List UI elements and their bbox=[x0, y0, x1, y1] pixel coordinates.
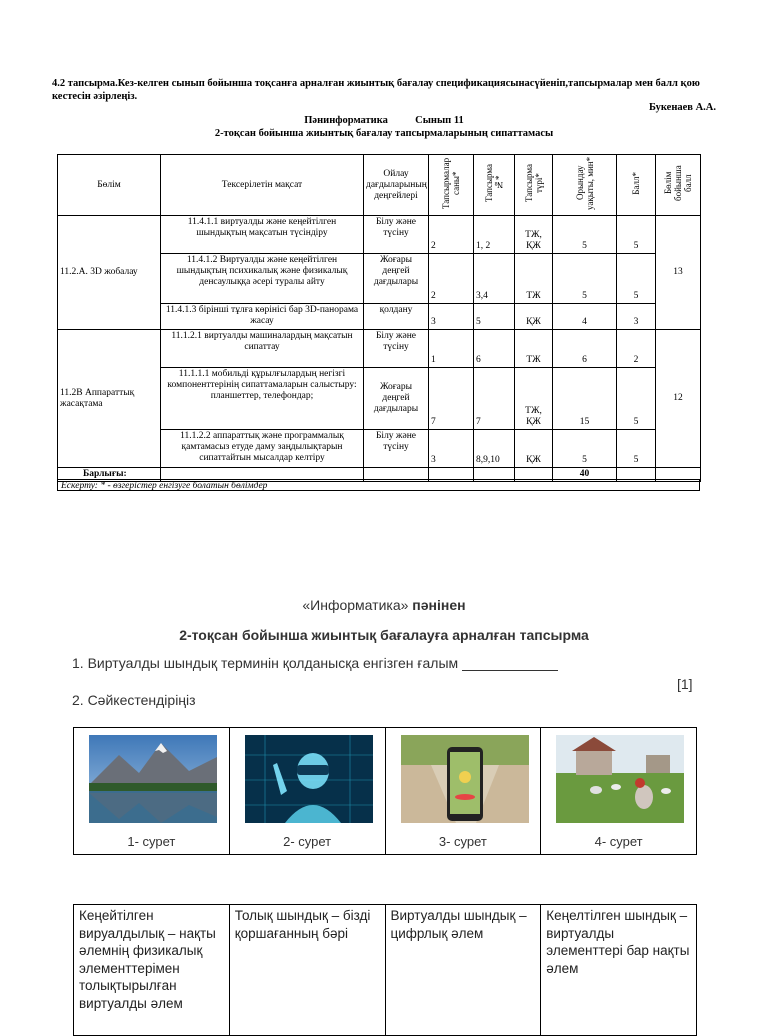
subject-quoted: «Информатика» bbox=[302, 597, 409, 613]
count-cell: 7 bbox=[429, 368, 474, 430]
picture-cell bbox=[386, 728, 542, 854]
col-header-section-score: Бөлім бойынша балл bbox=[656, 155, 701, 216]
picture-cell bbox=[541, 728, 696, 854]
section-total: 13 bbox=[656, 216, 701, 330]
goal-cell: 11.4.1.2 Виртуалды және кеңейтілген шындықтың психикалық және физикалық денсаулыққа әсері туралы айту bbox=[161, 254, 364, 304]
answer-blank[interactable] bbox=[462, 656, 558, 671]
picture-cell bbox=[74, 728, 230, 854]
section-name: 11.2В Аппараттық жасақтама bbox=[58, 330, 161, 468]
definition-cell: Кеңейтілген вируалдылық – нақты әлемнің физикалық элементтерімен толықтырылған виртуалды әлем bbox=[74, 905, 230, 1035]
table-row bbox=[58, 216, 701, 254]
col-header-type: Тапсырма түрі* bbox=[515, 155, 553, 216]
score-cell: 5 bbox=[617, 216, 656, 254]
level-cell: Білу және түсіну bbox=[364, 430, 429, 468]
score-cell: 2 bbox=[617, 330, 656, 368]
pictures-table bbox=[73, 727, 697, 855]
mountain-lake-photo-icon bbox=[89, 735, 217, 823]
score-cell: 5 bbox=[617, 430, 656, 468]
level-cell: Жоғары деңгей дағдылары bbox=[364, 254, 429, 304]
number-cell: 8,9,10 bbox=[474, 430, 515, 468]
col-header-number: Тапсырма №* bbox=[474, 155, 515, 216]
time-cell: 5 bbox=[553, 430, 617, 468]
picture-caption: 2- сурет bbox=[283, 834, 332, 849]
level-cell: Жоғары деңгей дағдылары bbox=[364, 368, 429, 430]
number-cell: 7 bbox=[474, 368, 515, 430]
grade-label: Сынып 11 bbox=[415, 115, 464, 126]
score-cell: 5 bbox=[617, 254, 656, 304]
number-cell: 6 bbox=[474, 330, 515, 368]
farm-birds-photo-icon bbox=[556, 735, 684, 823]
score-cell: 3 bbox=[617, 304, 656, 330]
type-cell: ТЖ bbox=[515, 330, 553, 368]
assessment-title bbox=[0, 597, 768, 613]
col-header-level: Ойлау дағдыларының деңгейлері bbox=[364, 155, 429, 216]
type-cell: ТЖ, ҚЖ bbox=[515, 368, 553, 430]
time-cell: 5 bbox=[553, 254, 617, 304]
time-cell: 4 bbox=[553, 304, 617, 330]
col-header-score: Балл* bbox=[617, 155, 656, 216]
count-cell: 3 bbox=[429, 304, 474, 330]
col-header-section: Бөлім bbox=[58, 155, 161, 216]
number-cell: 1, 2 bbox=[474, 216, 515, 254]
ar-phone-game-photo-icon bbox=[401, 735, 529, 823]
table-note: Ескерту: * - өзгерістер енгізуге болатын бөлімдер bbox=[57, 479, 700, 491]
number-cell: 3,4 bbox=[474, 254, 515, 304]
time-cell: 6 bbox=[553, 330, 617, 368]
type-cell: ҚЖ bbox=[515, 304, 553, 330]
definition-cell: Кеңелтілген шындық – виртуалды элементтері бар нақты әлем bbox=[546, 908, 690, 976]
count-cell: 2 bbox=[429, 216, 474, 254]
question-2: 2. Сәйкестендіріңіз bbox=[72, 692, 196, 708]
section-name: 11.2.А. 3D жобалау bbox=[58, 216, 161, 330]
definitions-table bbox=[73, 904, 697, 1036]
col-header-count: Тапсырмалар саны* bbox=[429, 155, 474, 216]
subject-name: Пәнинформатика bbox=[304, 115, 388, 126]
count-cell: 2 bbox=[429, 254, 474, 304]
time-cell: 5 bbox=[553, 216, 617, 254]
question-1-text: 1. Виртуалды шындық терминін қолданысқа енгізген ғалым bbox=[72, 655, 459, 671]
time-cell: 15 bbox=[553, 368, 617, 430]
question-1 bbox=[72, 655, 558, 671]
total-value: 40 bbox=[553, 468, 617, 482]
number-cell: 5 bbox=[474, 304, 515, 330]
type-cell: ТЖ bbox=[515, 254, 553, 304]
count-cell: 3 bbox=[429, 430, 474, 468]
picture-caption: 4- сурет bbox=[594, 834, 643, 849]
table-row bbox=[58, 330, 701, 368]
type-cell: ТЖ, ҚЖ bbox=[515, 216, 553, 254]
subject-suffix: пәнінен bbox=[408, 597, 466, 613]
assessment-subtitle: 2-тоқсан бойынша жиынтық бағалауға арналған тапсырма bbox=[179, 627, 589, 643]
author-name: Букенаев А.А. bbox=[648, 102, 716, 113]
level-cell: қолдану bbox=[364, 304, 429, 330]
goal-cell: 11.4.1.3 бірінші тұлға көрінісі бар 3D-панорама жасау bbox=[161, 304, 364, 330]
level-cell: Білу және түсіну bbox=[364, 216, 429, 254]
total-label: Барлығы: bbox=[58, 468, 161, 482]
section-total: 12 bbox=[656, 330, 701, 468]
picture-cell bbox=[230, 728, 386, 854]
definition-cell: Виртуалды шындық – цифрлық әлем bbox=[386, 905, 542, 1035]
table-header-row bbox=[58, 155, 701, 216]
type-cell: ҚЖ bbox=[515, 430, 553, 468]
goal-cell: 11.1.2.1 виртуалды машиналардың мақсатын сипаттау bbox=[161, 330, 364, 368]
vr-headset-person-photo-icon bbox=[245, 735, 373, 823]
col-header-time: Орындау уақыты, мин* bbox=[553, 155, 617, 216]
count-cell: 1 bbox=[429, 330, 474, 368]
goal-cell: 11.4.1.1 виртуалды және кеңейтілген шындықтың мақсатын түсіндіру bbox=[161, 216, 364, 254]
subject-line bbox=[0, 115, 768, 126]
picture-caption: 3- сурет bbox=[438, 834, 487, 849]
picture-caption: 1- сурет bbox=[127, 834, 176, 849]
definition-cell: Толық шындық – бізді қоршағанның бәрі bbox=[230, 905, 386, 1035]
spec-title: 2-тоқсан бойынша жиынтық бағалау тапсырмаларының сипаттамасы bbox=[214, 128, 554, 139]
specification-table bbox=[57, 154, 701, 482]
level-cell: Білу және түсіну bbox=[364, 330, 429, 368]
score-cell: 5 bbox=[617, 368, 656, 430]
goal-cell: 11.1.2.2 аппараттық және программалық қамтамасыз етуде даму заңдылықтарын сипаттайтын мысалдар келтіру bbox=[161, 430, 364, 468]
question-1-mark: [1] bbox=[677, 676, 693, 692]
col-header-goal: Тексерілетін мақсат bbox=[161, 155, 364, 216]
goal-cell: 11.1.1.1 мобильді құрылғылардың негізгі компоненттерінің сипаттамаларын салыстыру: планшеттер, телефондар; bbox=[161, 368, 364, 430]
task-heading: 4.2 тапсырма.Кез-келген сынып бойынша тоқсанға арналған жиынтық бағалау спецификациясынасүйеніп,тапсырмалар мен балл қою кестесін әзірлеңіз. bbox=[52, 78, 700, 102]
